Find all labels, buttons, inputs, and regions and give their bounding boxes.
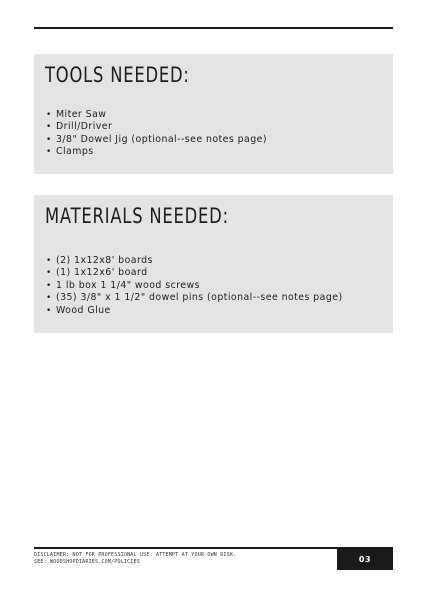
material-item-label: (2) 1x12x8' boards	[56, 255, 153, 266]
materials-list	[46, 255, 343, 317]
tool-item-label: Clamps	[56, 146, 94, 158]
tools-list	[46, 109, 267, 159]
material-item-label: 1 lb box 1 1/4" wood screws	[56, 279, 200, 291]
list-item	[46, 255, 343, 267]
material-item-label: (1) 1x12x6' board	[56, 267, 148, 279]
list-item	[46, 292, 343, 304]
list-item	[46, 134, 267, 146]
page-number: 03	[358, 555, 372, 564]
top-divider	[34, 27, 393, 29]
tools-needed-heading: TOOLS NEEDED:	[45, 63, 190, 87]
bullet-icon: •	[46, 268, 52, 279]
bullet-icon: •	[46, 122, 52, 133]
list-item	[46, 146, 267, 158]
material-item-label: Wood Glue	[56, 304, 111, 316]
bullet-icon: •	[46, 147, 52, 158]
disclaimer-text: DISCLAIMER: NOT FOR PROFESSIONAL USE. ATTEMPT AT YOUR OWN RISK.	[34, 552, 237, 558]
list-item	[46, 121, 267, 133]
material-item-label: (35) 3/8" x 1 1/2" dowel pins (optional--see notes page)	[56, 292, 343, 304]
bullet-icon: •	[46, 293, 52, 304]
tools-needed-panel	[34, 54, 393, 174]
bullet-icon: •	[46, 134, 52, 145]
page-number-badge	[337, 549, 393, 570]
materials-needed-heading: MATERIALS NEEDED:	[45, 204, 229, 228]
tool-item-label: Miter Saw	[56, 109, 107, 120]
bullet-icon: •	[46, 110, 52, 120]
footer-disclaimer	[34, 552, 236, 566]
list-item	[46, 280, 343, 292]
list-item	[46, 109, 267, 121]
list-item	[46, 267, 343, 279]
materials-needed-panel	[34, 195, 393, 333]
tool-item-label: 3/8" Dowel Jig (optional--see notes page)	[56, 133, 267, 145]
bullet-icon: •	[46, 280, 52, 291]
list-item	[46, 305, 343, 317]
bullet-icon: •	[46, 256, 52, 266]
bullet-icon: •	[46, 305, 52, 316]
policies-link[interactable]: SEE: WOODSHOPDIARIES.COM/POLICIES	[34, 559, 140, 565]
tool-item-label: Drill/Driver	[56, 121, 113, 133]
